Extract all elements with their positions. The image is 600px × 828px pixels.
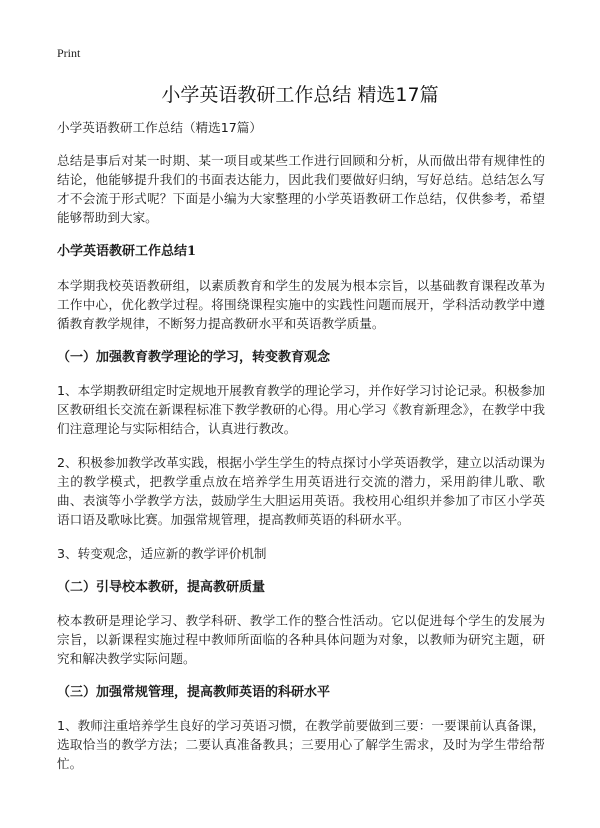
- print-label: Print: [57, 46, 81, 60]
- part3-heading: （三）加强常规管理，提高教师英语的科研水平: [57, 685, 331, 700]
- part1-paragraph-2: 2、积极参加教学改革实践，根据小学生学生的特点探讨小学英语教学，建立以活动课为主的教学模式，把教学重点放在培养学生用英语进行交流的潜力，采用韵律儿歌、歌曲、表演等小学教学方法，鼓励学生大胆运用英语。我校用心组织并参加了市区小学英语口语及歌咏比赛。加强常规管理，提高教师英语的科研水平。: [57, 455, 545, 527]
- document-body: [57, 118, 545, 788]
- part2-heading: （二）引导校本教研，提高教研质量: [57, 580, 266, 595]
- part3-paragraph-1: 1、教师注重培养学生良好的学习英语习惯，在教学前要做到三要：一要课前认真备课，选取恰当的教学方法；二要认真准备教具；三要用心了解学生需求，及时为学生带给帮忙。: [57, 718, 545, 771]
- part1-paragraph-3: 3、转变观念，适应新的教学评价机制: [57, 546, 267, 561]
- part1-heading: （一）加强教育教学理论的学习，转变教育观念: [57, 350, 331, 365]
- document-subtitle: 小学英语教研工作总结（精选17篇）: [57, 120, 262, 135]
- document-title: 小学英语教研工作总结 精选17篇: [161, 84, 439, 106]
- part2-paragraph-1: 校本教研是理论学习、教学科研、教学工作的整合性活动。它以促进每个学生的发展为宗旨，以新课程实施过程中教师所面临的各种具体问题为对象，以教师为研究主题，研究和解决教学实际问题。: [57, 613, 545, 666]
- section1-heading: 小学英语教研工作总结1: [57, 244, 197, 259]
- part1-paragraph-1: 1、本学期教研组定时定规地开展教育教学的理论学习，并作好学习讨论记录。积极参加区教研组长交流在新课程标准下教学教研的心得。用心学习《教育新理念》，在教学中我们注意理论与实际相结合，认真进行教改。: [57, 383, 545, 436]
- intro-paragraph: 总结是事后对某一时期、某一项目或某些工作进行回顾和分析，从而做出带有规律性的结论，他能够提升我们的书面表达能力，因此我们要做好归纳，写好总结。总结怎么写才不会流于形式呢？下面是小编为大家整理的小学英语教研工作总结，仅供参考，希望能够帮助到大家。: [57, 153, 545, 225]
- section1-intro-paragraph: 本学期我校英语教研组，以素质教育和学生的发展为根本宗旨，以基础教育课程改革为工作中心，优化教学过程。将围绕课程实施中的实践性问题而展开，学科活动教学中遵循教育教学规律，不断努力提高教研水平和英语教学质量。: [57, 278, 545, 331]
